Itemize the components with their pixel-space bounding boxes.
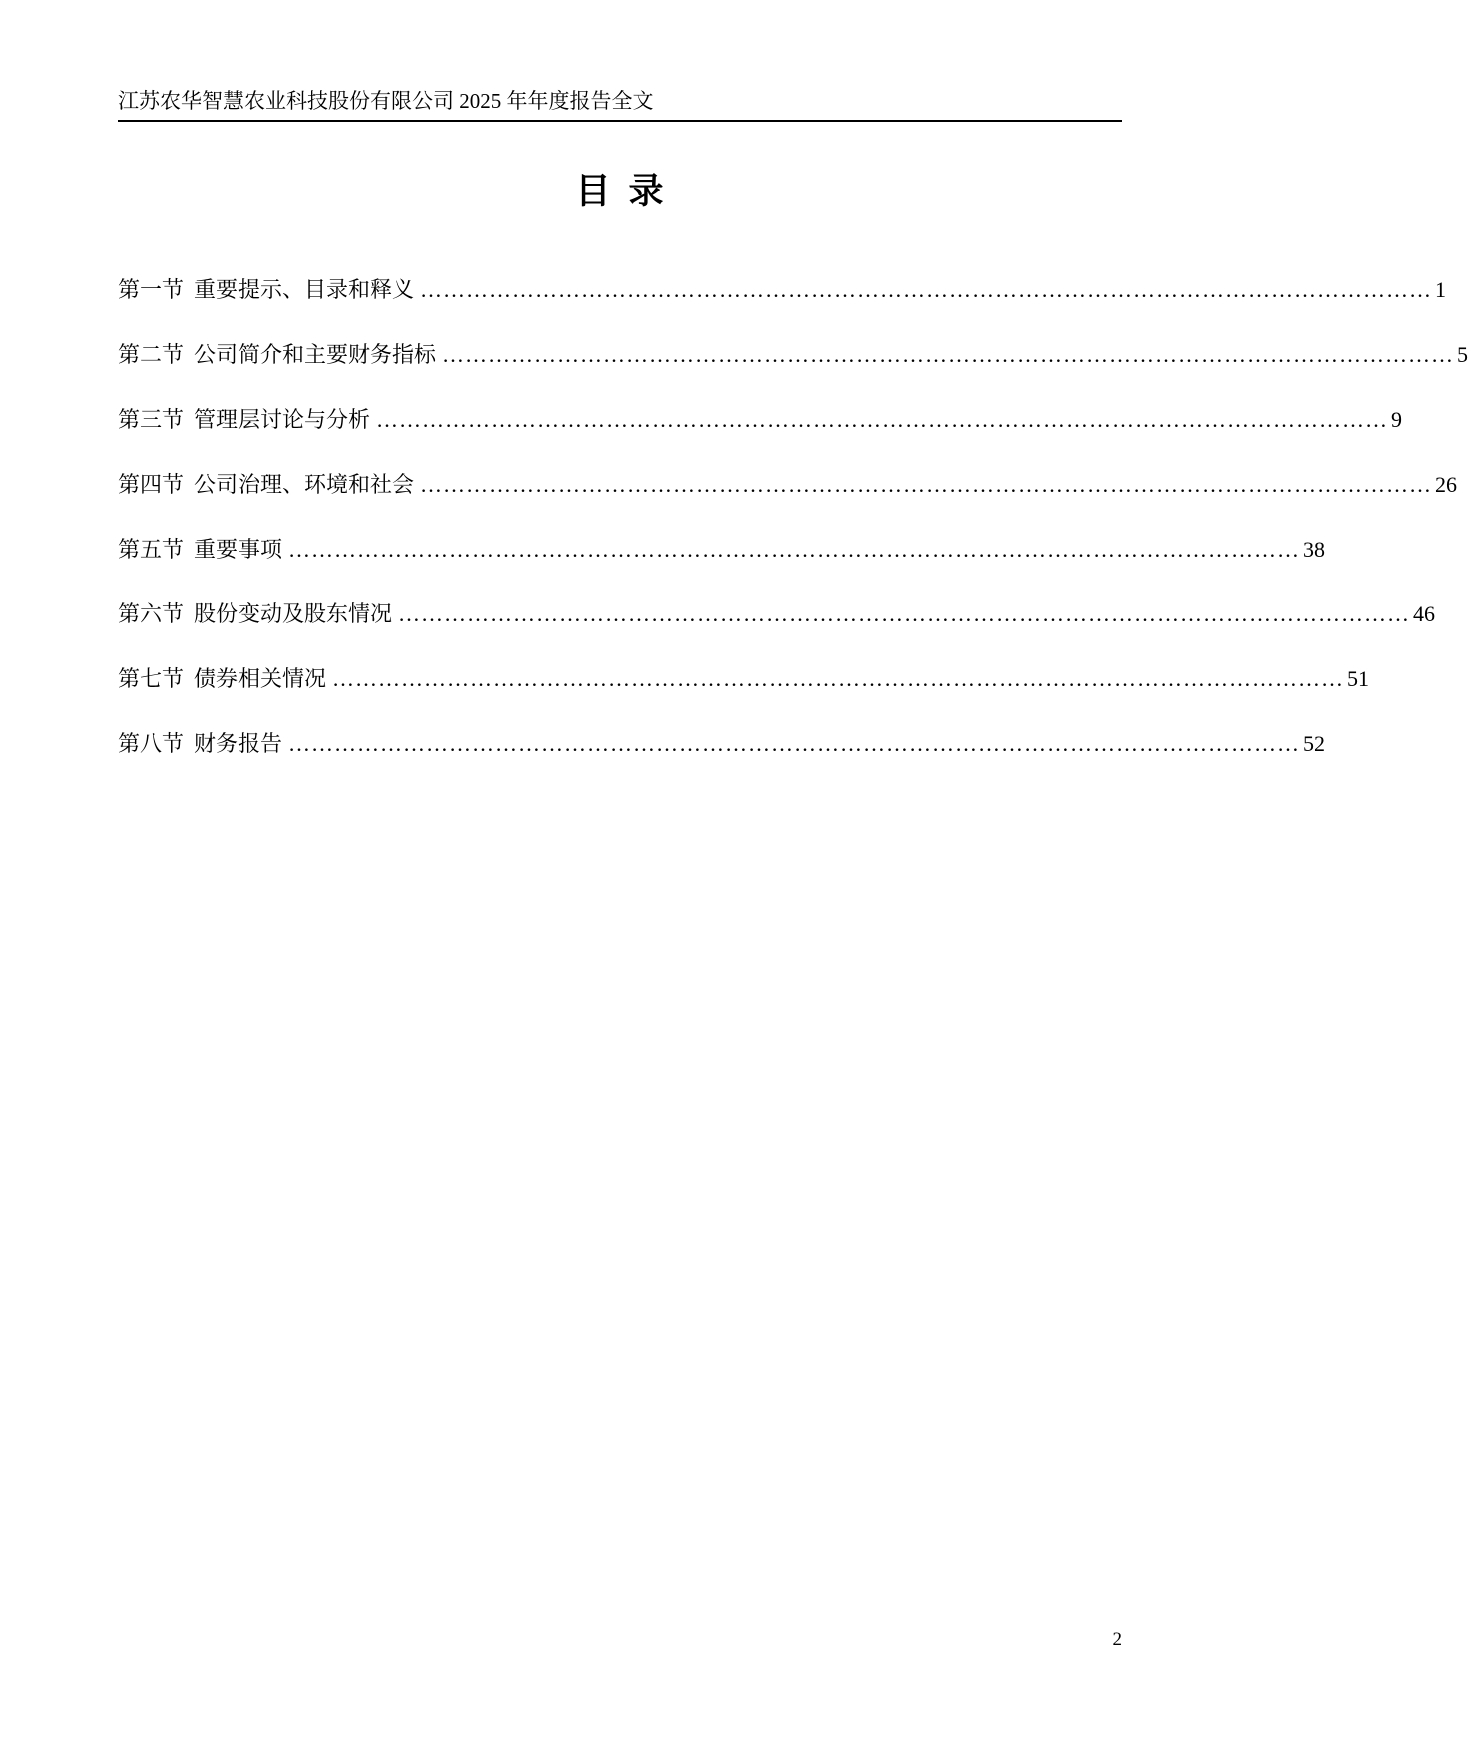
- toc-section-number: 第五节: [118, 536, 185, 562]
- toc-entry-4[interactable]: [118, 465, 1458, 530]
- toc-page-number: 38: [1303, 536, 1326, 562]
- toc-section-title: 公司简介和主要财务指标: [194, 341, 437, 367]
- toc-entry-3[interactable]: [118, 400, 1403, 465]
- toc-page-number: 1: [1435, 277, 1447, 302]
- toc-page-number: 9: [1391, 406, 1403, 432]
- toc-dot-leader: ……………………………………………………………………………………………………………………: [288, 731, 1301, 757]
- toc-section-number: 第三节: [118, 406, 185, 432]
- toc-dot-leader: ……………………………………………………………………………………………………………………: [288, 536, 1301, 562]
- toc-page-number: 26: [1435, 471, 1458, 497]
- toc-dot-leader: ……………………………………………………………………………………………………………………: [420, 471, 1433, 497]
- toc-dot-leader: ……………………………………………………………………………………………………………………: [442, 341, 1455, 367]
- toc-page-number: 52: [1303, 731, 1326, 757]
- running-header-text: 江苏农华智慧农业科技股份有限公司 2025 年年度报告全文: [118, 89, 654, 113]
- page-number: 2: [1112, 1629, 1122, 1650]
- toc-page-number: 51: [1347, 666, 1370, 692]
- toc-dot-leader: ……………………………………………………………………………………………………………………: [420, 277, 1433, 302]
- toc-section-title: 管理层讨论与分析: [194, 406, 371, 432]
- toc-title: 目录: [575, 172, 682, 212]
- toc-dot-leader: ……………………………………………………………………………………………………………………: [332, 666, 1345, 692]
- toc-entry-7[interactable]: [118, 659, 1370, 724]
- toc-page-number: 5: [1457, 341, 1468, 367]
- toc-section-number: 第六节: [118, 601, 185, 627]
- toc-section-number: 第四节: [118, 471, 185, 497]
- toc-entry-5[interactable]: [118, 530, 1326, 595]
- table-of-contents: [118, 270, 1468, 789]
- toc-entry-6[interactable]: [118, 594, 1436, 659]
- toc-section-title: 重要事项: [194, 536, 283, 562]
- toc-entry-1[interactable]: [118, 270, 1447, 335]
- toc-page-number: 46: [1413, 601, 1436, 627]
- toc-entry-2[interactable]: [118, 335, 1468, 400]
- toc-section-number: 第二节: [118, 341, 185, 367]
- toc-section-title: 重要提示、目录和释义: [194, 277, 415, 302]
- toc-section-number: 第七节: [118, 666, 185, 692]
- toc-section-number: 第八节: [118, 731, 185, 757]
- toc-section-title: 股份变动及股东情况: [194, 601, 393, 627]
- toc-dot-leader: ……………………………………………………………………………………………………………………: [376, 406, 1389, 432]
- toc-section-number: 第一节: [118, 277, 185, 302]
- toc-section-title: 债券相关情况: [194, 666, 327, 692]
- toc-section-title: 财务报告: [194, 731, 283, 757]
- toc-section-title: 公司治理、环境和社会: [194, 471, 415, 497]
- toc-entry-8[interactable]: [118, 724, 1326, 789]
- toc-dot-leader: ……………………………………………………………………………………………………………………: [398, 601, 1411, 627]
- running-header: [118, 86, 1122, 122]
